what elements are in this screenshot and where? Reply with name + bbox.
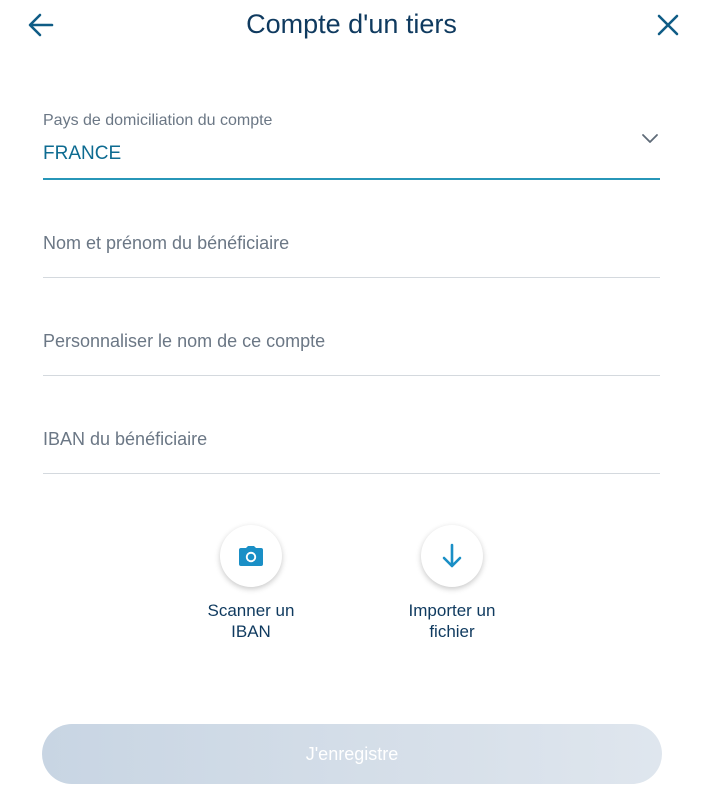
- scan-iban-button[interactable]: [220, 525, 282, 587]
- country-label: Pays de domiciliation du compte: [43, 112, 273, 129]
- scan-iban-label: [171, 600, 331, 642]
- scan-iban-label-line2: IBAN: [231, 622, 271, 641]
- close-icon: [657, 14, 679, 36]
- country-underline: [43, 178, 660, 180]
- beneficiary-name-field[interactable]: [43, 231, 660, 279]
- country-select[interactable]: [43, 111, 660, 181]
- import-file-label-line2: fichier: [429, 622, 475, 641]
- save-button[interactable]: J'enregistre: [42, 724, 662, 784]
- header: [0, 0, 703, 56]
- account-nickname-underline: [43, 375, 660, 376]
- account-nickname-field[interactable]: [43, 329, 660, 377]
- beneficiary-name-underline: [43, 277, 660, 278]
- import-file-label: [372, 600, 532, 642]
- scan-iban-label-line1: Scanner un: [207, 601, 295, 620]
- camera-icon: [238, 545, 264, 567]
- import-file-action[interactable]: [372, 525, 532, 642]
- download-arrow-icon: [441, 543, 463, 569]
- iban-placeholder: IBAN du bénéficiaire: [43, 429, 208, 449]
- import-file-button[interactable]: [421, 525, 483, 587]
- account-nickname-placeholder: Personnaliser le nom de ce compte: [43, 331, 326, 351]
- iban-field[interactable]: [43, 427, 660, 475]
- beneficiary-name-placeholder: Nom et prénom du bénéficiaire: [43, 233, 290, 253]
- import-file-label-line1: Importer un: [408, 601, 496, 620]
- page-title: Compte d'un tiers: [246, 9, 457, 39]
- scan-iban-action[interactable]: [171, 525, 331, 642]
- close-button[interactable]: [652, 10, 684, 40]
- iban-underline: [43, 473, 660, 474]
- chevron-down-icon: [640, 131, 660, 145]
- country-value: FRANCE: [43, 143, 122, 164]
